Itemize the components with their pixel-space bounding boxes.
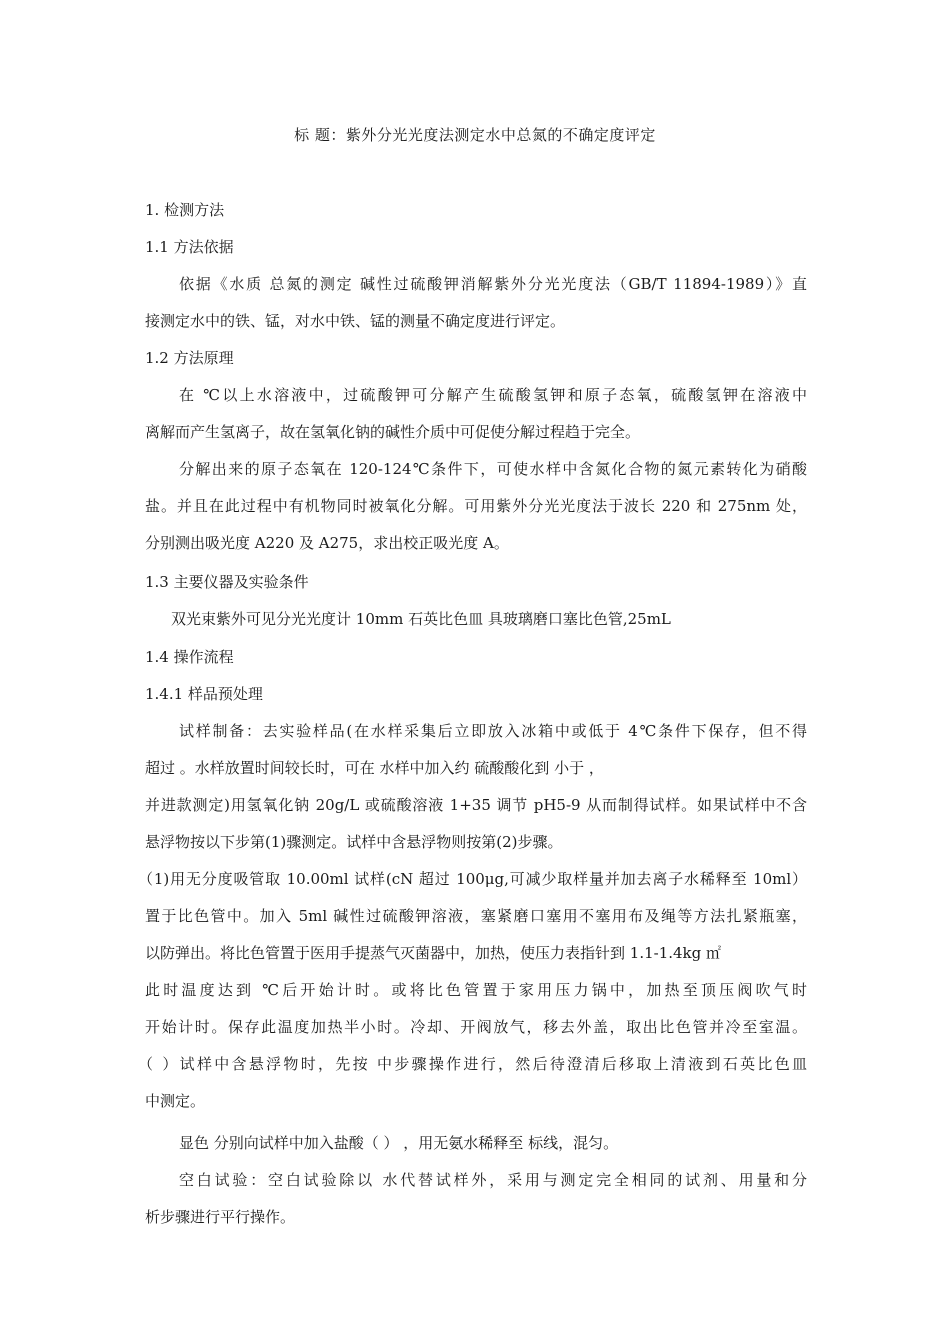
paragraph-method-basis xyxy=(145,274,807,348)
text-line: 分解出来的原子态氧在 120-124℃条件下，可使水样中含氮化合物的氮元素转化为硝酸 xyxy=(179,460,807,478)
heading-1-2: 1.2 方法原理 xyxy=(145,349,234,367)
paragraph-step-1 xyxy=(138,869,807,1054)
text-line: 空白试验：空白试验除以 水代替试样外，采用与测定完全相同的试剂、用量和分 xyxy=(179,1171,807,1189)
text-line: 试样制备：去实验样品(在水样采集后立即放入冰箱中或低于 4℃条件下保存，但不得 xyxy=(179,722,807,740)
text-line: 开始计时。保存此温度加热半小时。冷却、开阀放气，移去外盖，取出比色管并冷至室温。 xyxy=(145,1018,807,1036)
paragraph-blank-test xyxy=(145,1170,807,1244)
text-line: 置于比色管中。加入 5ml 碱性过硫酸钾溶液，塞紧磨口塞用不塞用布及绳等方法扎紧瓶塞， xyxy=(145,907,807,925)
text-line: （ ）试样中含悬浮物时，先按 中步骤操作进行，然后待澄清后移取上清液到石英比色皿 xyxy=(138,1055,807,1073)
text-line: 依据《水质 总氮的测定 碱性过硫酸钾消解紫外分光光度法（GB/T 11894-1989）》直 xyxy=(179,275,807,293)
text-line: 分别测出吸光度 A220 及 A275，求出校正吸光度 A。 xyxy=(145,534,509,552)
paragraph-color-development: 显色 分别向试样中加入盐酸（ ） ，用无氨水稀释至 标线，混匀。 xyxy=(179,1134,619,1152)
text-line: 离解而产生氢离子，故在氢氧化钠的碱性介质中可促使分解过程趋于完全。 xyxy=(145,423,641,441)
document-title: 标 题：紫外分光光度法测定水中总氮的不确定度评定 xyxy=(294,126,656,144)
instrument-list: 双光束紫外可见分光光度计 10mm 石英比色皿 具玻璃磨口塞比色管,25mL xyxy=(171,610,671,628)
heading-1-4: 1.4 操作流程 xyxy=(145,648,234,666)
heading-1-3: 1.3 主要仪器及实验条件 xyxy=(145,573,309,591)
paragraph-step-2 xyxy=(138,1054,807,1128)
heading-1-4-1: 1.4.1 样品预处理 xyxy=(145,685,263,703)
text-line: 在 ℃以上水溶液中，过硫酸钾可分解产生硫酸氢钾和原子态氧，硫酸氢钾在溶液中 xyxy=(179,386,807,404)
text-line: 此时温度达到 ℃后开始计时。或将比色管置于家用压力锅中，加热至顶压阀吹气时 xyxy=(145,981,807,999)
text-line: （1)用无分度吸管取 10.00ml 试样(cN 超过 100μg,可减少取样量并加去离子水稀释至 10ml） xyxy=(138,870,807,888)
text-line: 超过 。水样放置时间较长时，可在 水样中加入约 硫酸酸化到 小于 ， xyxy=(145,759,604,777)
text-line: 中测定。 xyxy=(145,1092,206,1110)
paragraph-principle-1 xyxy=(145,385,807,459)
text-line: 悬浮物按以下步第(1)骤测定。试样中含悬浮物则按第(2)步骤。 xyxy=(145,833,563,851)
text-line: 析步骤进行平行操作。 xyxy=(145,1208,296,1226)
heading-1: 1. 检测方法 xyxy=(145,201,225,219)
paragraph-sample-prep xyxy=(145,721,807,869)
heading-1-1: 1.1 方法依据 xyxy=(145,238,234,256)
text-line: 盐。并且在此过程中有机物同时被氧化分解。可用紫外分光光度法于波长 220 和 275nm 处， xyxy=(145,497,807,515)
text-line: 并进款测定)用氢氧化钠 20g/L 或硫酸溶液 1+35 调节 pH5-9 从而制得试样。如果试样中不含 xyxy=(145,796,807,814)
paragraph-principle-2 xyxy=(145,459,807,570)
text-line: 接测定水中的铁、锰，对水中铁、锰的测量不确定度进行评定。 xyxy=(145,312,566,330)
text-line: 以防弹出。将比色管置于医用手提蒸气灭菌器中，加热，使压力表指针到 1.1-1.4kg ㎡ xyxy=(145,944,722,962)
